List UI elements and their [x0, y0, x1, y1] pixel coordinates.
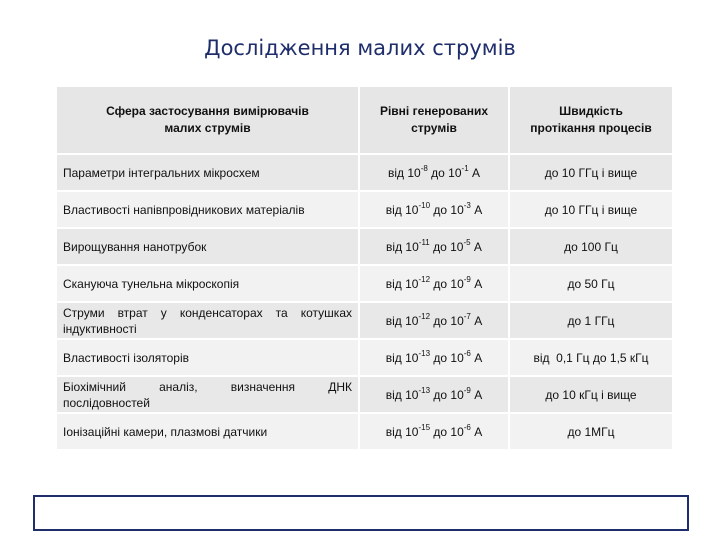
row-current-range — [359, 339, 509, 376]
row-area: Вирощування нанотрубок — [57, 228, 359, 265]
header-application-area-line2: малих струмів — [164, 121, 251, 135]
header-process-speed — [509, 87, 673, 154]
row-speed: до 100 Гц — [509, 228, 673, 265]
row-area — [57, 376, 359, 413]
row-speed: до 10 ГГц і вище — [509, 154, 673, 191]
table-row — [57, 154, 673, 191]
range-from-exp: -12 — [418, 311, 431, 321]
row-current-range — [359, 376, 509, 413]
range-from: від 10 — [385, 202, 419, 217]
row-current-range — [359, 154, 509, 191]
row-area: Скануюча тунельна мікроскопія — [57, 265, 359, 302]
header-current-levels-line2: струмів — [411, 121, 457, 135]
range-from: від 10 — [385, 276, 419, 291]
range-from-exp: -15 — [418, 422, 431, 432]
range-from-exp: -8 — [420, 163, 428, 173]
row-area-line1: Струми втрат у конденсаторах та котушках — [63, 305, 352, 320]
empty-text-box — [33, 495, 689, 531]
table-row — [57, 265, 673, 302]
range-unit: А — [474, 387, 483, 402]
table-header-row — [57, 87, 673, 154]
row-speed: до 1МГц — [509, 413, 673, 450]
row-speed: від 0,1 Гц до 1,5 кГц — [509, 339, 673, 376]
range-from: від 10 — [387, 165, 421, 180]
row-area: Іонізаційні камери, плазмові датчики — [57, 413, 359, 450]
range-to: до 10 — [433, 350, 464, 365]
range-to: до 10 — [433, 202, 464, 217]
range-unit: А — [472, 165, 481, 180]
range-from: від 10 — [385, 424, 419, 439]
range-from-exp: -12 — [418, 274, 431, 284]
row-current-range — [359, 265, 509, 302]
header-process-speed-line1: Швидкість — [559, 104, 623, 118]
range-unit: А — [474, 350, 483, 365]
table-row — [57, 302, 673, 339]
range-to-exp: -3 — [463, 200, 471, 210]
row-area-line2: індуктивності — [63, 321, 137, 336]
range-from: від 10 — [386, 239, 419, 254]
range-from-exp: -11 — [418, 237, 430, 247]
range-to-exp: -5 — [463, 237, 471, 247]
range-to-exp: -6 — [463, 348, 471, 358]
range-from-exp: -13 — [418, 348, 431, 358]
row-area-line2: послідовностей — [63, 395, 150, 410]
range-from: від 10 — [385, 350, 419, 365]
range-to-exp: -6 — [463, 422, 471, 432]
header-current-levels-line1: Рівні генерованих — [379, 104, 489, 118]
range-to-exp: -9 — [463, 385, 471, 395]
row-area — [57, 302, 359, 339]
row-current-range — [359, 413, 509, 450]
table-row — [57, 191, 673, 228]
page-title: Дослідження малих струмів — [204, 36, 516, 60]
range-unit: А — [474, 313, 483, 328]
row-speed: до 50 Гц — [509, 265, 673, 302]
range-to: до 10 — [431, 165, 462, 180]
row-current-range — [359, 191, 509, 228]
range-from-exp: -10 — [418, 200, 431, 210]
range-to: до 10 — [433, 276, 464, 291]
range-to: до 10 — [433, 313, 464, 328]
header-process-speed-line2: протікання процесів — [530, 121, 652, 135]
table-row — [57, 339, 673, 376]
range-from: від 10 — [385, 313, 419, 328]
row-current-range — [359, 302, 509, 339]
range-unit: А — [474, 276, 483, 291]
header-application-area — [57, 87, 359, 154]
range-to-exp: -9 — [463, 274, 471, 284]
range-unit: А — [474, 424, 483, 439]
row-current-range — [359, 228, 509, 265]
range-from: від 10 — [385, 387, 419, 402]
row-speed: до 10 кГц і вище — [509, 376, 673, 413]
range-to: до 10 — [433, 424, 464, 439]
range-to: до 10 — [433, 387, 464, 402]
table-row — [57, 376, 673, 413]
row-area: Властивості ізоляторів — [57, 339, 359, 376]
row-area: Параметри інтегральних мікросхем — [57, 154, 359, 191]
range-unit: А — [474, 202, 483, 217]
range-to-exp: -7 — [463, 311, 471, 321]
table-row — [57, 228, 673, 265]
small-currents-table — [57, 87, 674, 451]
range-to-exp: -1 — [461, 163, 469, 173]
range-unit: А — [473, 239, 482, 254]
range-from-exp: -13 — [418, 385, 431, 395]
table-row — [57, 413, 673, 450]
row-speed: до 1 ГГц — [509, 302, 673, 339]
header-application-area-line1: Сфера застосування вимірювачів — [106, 104, 309, 118]
row-speed: до 10 ГГц і вище — [509, 191, 673, 228]
header-current-levels — [359, 87, 509, 154]
row-area-line1: Біохімічний аналіз, визначення ДНК — [63, 379, 352, 394]
row-area: Властивості напівпровідникових матеріалів — [57, 191, 359, 228]
range-to: до 10 — [433, 239, 464, 254]
